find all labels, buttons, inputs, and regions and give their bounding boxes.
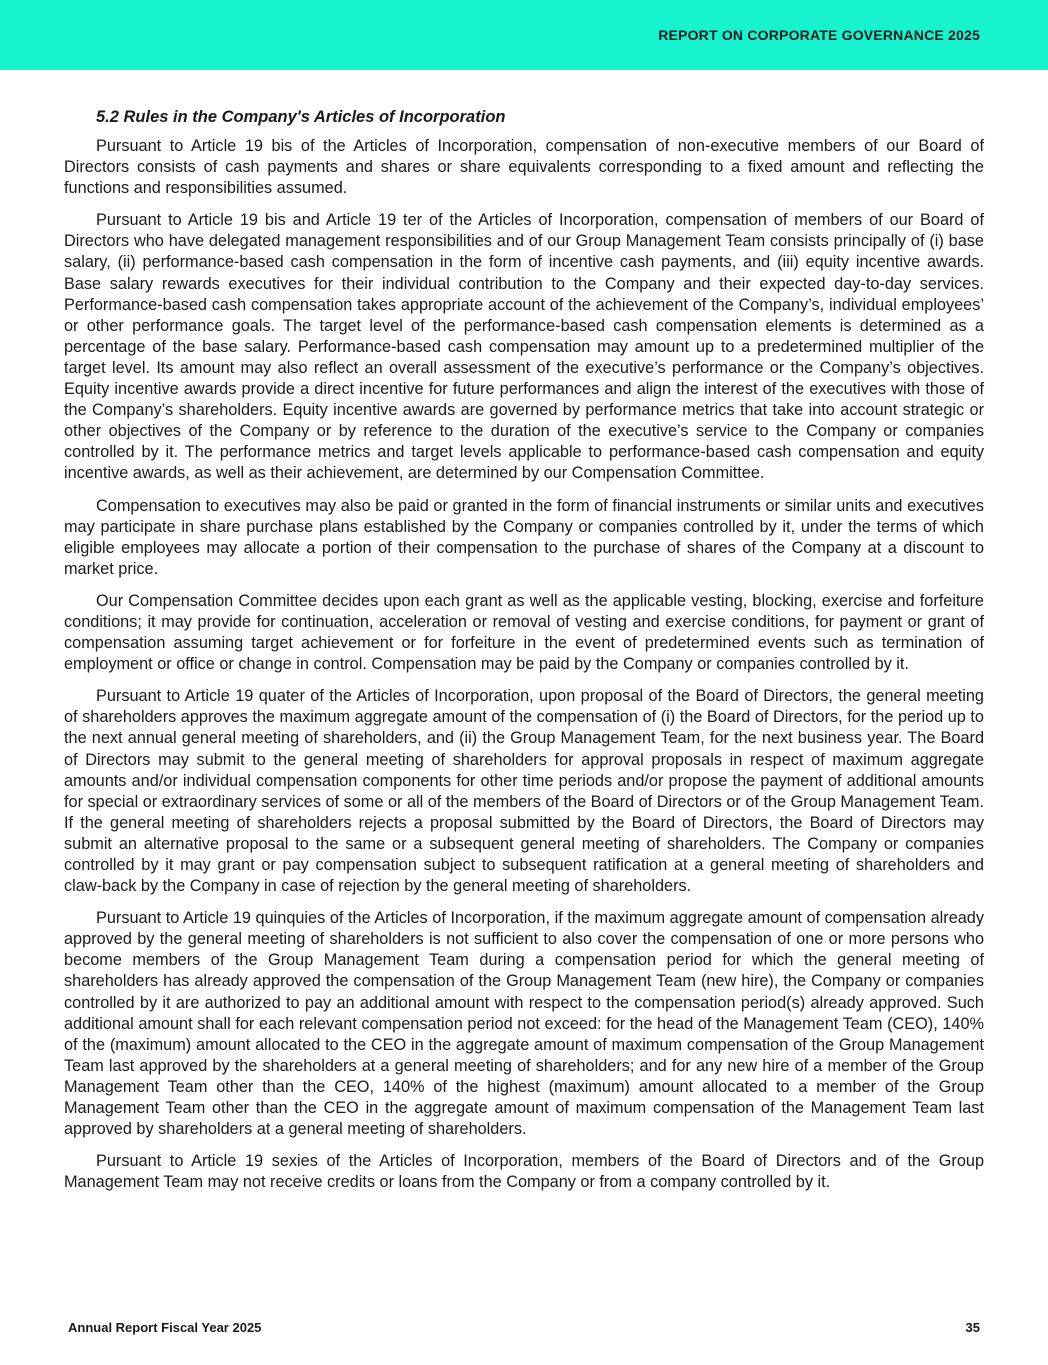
paragraph-article-19-quater: Pursuant to Article 19 quater of the Articles of Incorporation, upon proposal of the Board of Directors, the general meeting of shareholders approves the maximum aggregate amount of the compensation of (i) the Board of Directors, for the period up to the next annual general meeting of shareholders, and (ii) the Group Management Team, for the next business year. The Board of Directors may submit to the general meeting of shareholders for approval proposals in respect of maximum aggregate amounts and/or individual compensation components for other time periods and/or propose the payment of additional amounts for special or extraordinary services of some or all of the members of the Board of Directors or of the Group Management Team. If the general meeting of shareholders rejects a proposal submitted by the Board of Directors, the Board of Directors may submit an alternative proposal to the same or a subsequent general meeting of shareholders. The Company or companies controlled by it may grant or pay compensation subject to subsequent ratification at a general meeting of shareholders and claw-back by the Company in case of rejection by the general meeting of shareholders. [64,687,985,896]
footer-publication: Annual Report Fiscal Year 2025 [68,1320,262,1335]
paragraph-article-19-quinquies: Pursuant to Article 19 quinquies of the Articles of Incorporation, if the maximum aggregate amount of compensation already approved by the general meeting of shareholders is not sufficient to also cover the compensation of one or more persons who become members of the Group Management Team during a compensation period for which the general meeting of shareholders has already approved the compensation of the Group Management Team (new hire), the Company or companies controlled by it are authorized to pay an additional amount with respect to the compensation period(s) already approved. Such additional amount shall for each relevant compensation period not exceed: for the head of the Management Team (CEO), 140% of the (maximum) amount allocated to the CEO in the aggregate amount of maximum compensation of the Group Management Team last approved by the shareholders at a general meeting of shareholders; and for any new hire of a member of the Group Management Team other than the CEO, 140% of the highest (maximum) amount allocated to a member of the Group Management Team other than the CEO in the aggregate amount of maximum compensation of the Management Team last approved by shareholders at a general meeting of shareholders. [64,909,984,1139]
page-number: 35 [965,1320,980,1335]
report-title: REPORT ON CORPORATE GOVERNANCE 2025 [658,27,980,43]
paragraph-compensation-committee: Our Compensation Committee decides upon each grant as well as the applicable vesting, blocking, exercise and forfeiture conditions; it may provide for continuation, acceleration or removal of vesting and exercise conditions, for payment or grant of compensation assuming target achievement or for forfeiture in the event of predetermined events such as termination of employment or office or change in control. Compensation may be paid by the Company or companies controlled by it. [64,591,984,674]
paragraph-management-compensation: Pursuant to Article 19 bis and Article 19 ter of the Articles of Incorporation, compensation of members of our Board of Directors who have delegated management responsibilities and of our Group Management Team consists principally of (i) base salary, (ii) performance-based cash compensation in the form of incentive cash payments, and (iii) equity incentive awards. Base salary rewards executives for their individual contribution to the Company and their expected day-to-day services. Performance-based cash compensation takes appropriate account of the achievement of the Company’s, individual employees’ or other performance goals. The target level of the performance-based cash compensation elements is determined as a percentage of the base salary. Performance-based cash compensation may amount up to a predetermined multiplier of the target level. Its amount may also reflect an overall assessment of the executive’s performance or the Company’s objectives. Equity incentive awards provide a direct incentive for future performances and align the interest of the executives with those of the Company’s shareholders. Equity incentive awards are governed by performance metrics that take into account strategic or other objectives of the Company or by reference to the duration of the executive’s service to the Company or companies controlled by it. The performance metrics and target levels applicable to performance-based cash compensation and equity incentive awards, as well as their achievement, are determined by our Compensation Committee. [64,211,984,483]
paragraph-financial-instruments: Compensation to executives may also be paid or granted in the form of financial instruments or similar units and executives may participate in share purchase plans established by the Company or companies controlled by it, under the terms of which eligible employees may allocate a portion of their compensation to the purchase of shares of the Company at a discount to market price. [64,496,984,578]
paragraph-article-19-sexies: Pursuant to Article 19 sexies of the Articles of Incorporation, members of the Board of Directors and of the Group Management Team may not receive credits or loans from the Company or from a company controlled by it. [64,1152,984,1192]
section-heading: 5.2 Rules in the Company's Articles of Incorporation [96,108,506,126]
page-content [64,107,984,1204]
paragraph-board-compensation: Pursuant to Article 19 bis of the Articles of Incorporation, compensation of non-executive members of our Board of Directors consists of cash payments and shares or share equivalents corresponding to a fixed amount and reflecting the functions and responsibilities assumed. [64,137,984,198]
